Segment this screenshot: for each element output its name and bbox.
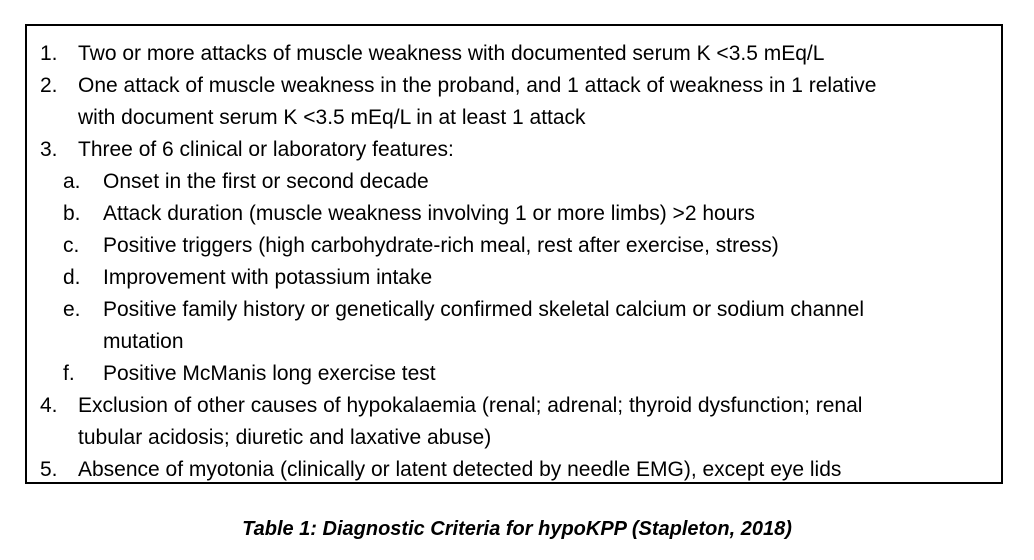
criterion-2-number: 2.: [40, 74, 58, 97]
criterion-3a: [27, 166, 1001, 198]
criterion-3b: [27, 198, 1001, 230]
criterion-3e-continued-text: mutation: [103, 330, 184, 353]
criterion-4-text: Exclusion of other causes of hypokalaemia (renal; adrenal; thyroid dysfunction; renal: [78, 394, 863, 417]
criterion-3c-letter: c.: [63, 234, 80, 257]
criterion-3d-text: Improvement with potassium intake: [103, 266, 433, 289]
criterion-5-number: 5.: [40, 458, 58, 481]
criterion-3f: [27, 358, 1001, 390]
criterion-4-continued: [27, 422, 1001, 454]
criterion-3c-text: Positive triggers (high carbohydrate-rich meal, rest after exercise, stress): [103, 234, 779, 257]
criterion-3b-letter: b.: [63, 202, 81, 225]
criterion-3a-letter: a.: [63, 170, 81, 193]
criterion-1-text: Two or more attacks of muscle weakness with documented serum K <3.5 mEq/L: [78, 42, 825, 65]
criterion-3a-text: Onset in the first or second decade: [103, 170, 429, 193]
criterion-5-text: Absence of myotonia (clinically or latent detected by needle EMG), except eye lids: [78, 458, 842, 481]
criterion-4: [27, 390, 1001, 422]
criterion-2-continued: [27, 102, 1001, 134]
criterion-3c: [27, 230, 1001, 262]
criterion-1: [27, 38, 1001, 70]
criterion-3e-continued: [27, 326, 1001, 358]
criterion-2: [27, 70, 1001, 102]
criterion-3d-letter: d.: [63, 266, 81, 289]
criterion-3e-letter: e.: [63, 298, 81, 321]
criterion-1-number: 1.: [40, 42, 58, 65]
criterion-3-text: Three of 6 clinical or laboratory features:: [78, 138, 454, 161]
criterion-4-continued-text: tubular acidosis; diuretic and laxative abuse): [78, 426, 492, 449]
criterion-3d: [27, 262, 1001, 294]
criterion-2-continued-text: with document serum K <3.5 mEq/L in at least 1 attack: [78, 106, 586, 129]
criterion-3f-text: Positive McManis long exercise test: [103, 362, 436, 385]
criterion-3b-text: Attack duration (muscle weakness involving 1 or more limbs) >2 hours: [103, 202, 755, 225]
table-caption: Table 1: Diagnostic Criteria for hypoKPP (Stapleton, 2018): [242, 518, 792, 540]
criterion-2-text: One attack of muscle weakness in the proband, and 1 attack of weakness in 1 relative: [78, 74, 877, 97]
criteria-table: [25, 24, 1003, 484]
criterion-3e: [27, 294, 1001, 326]
criterion-3f-letter: f.: [63, 362, 75, 385]
criterion-3-number: 3.: [40, 138, 58, 161]
criterion-5: [27, 454, 1001, 486]
criterion-3: [27, 134, 1001, 166]
criterion-3e-text: Positive family history or genetically confirmed skeletal calcium or sodium channel: [103, 298, 864, 321]
criterion-4-number: 4.: [40, 394, 58, 417]
